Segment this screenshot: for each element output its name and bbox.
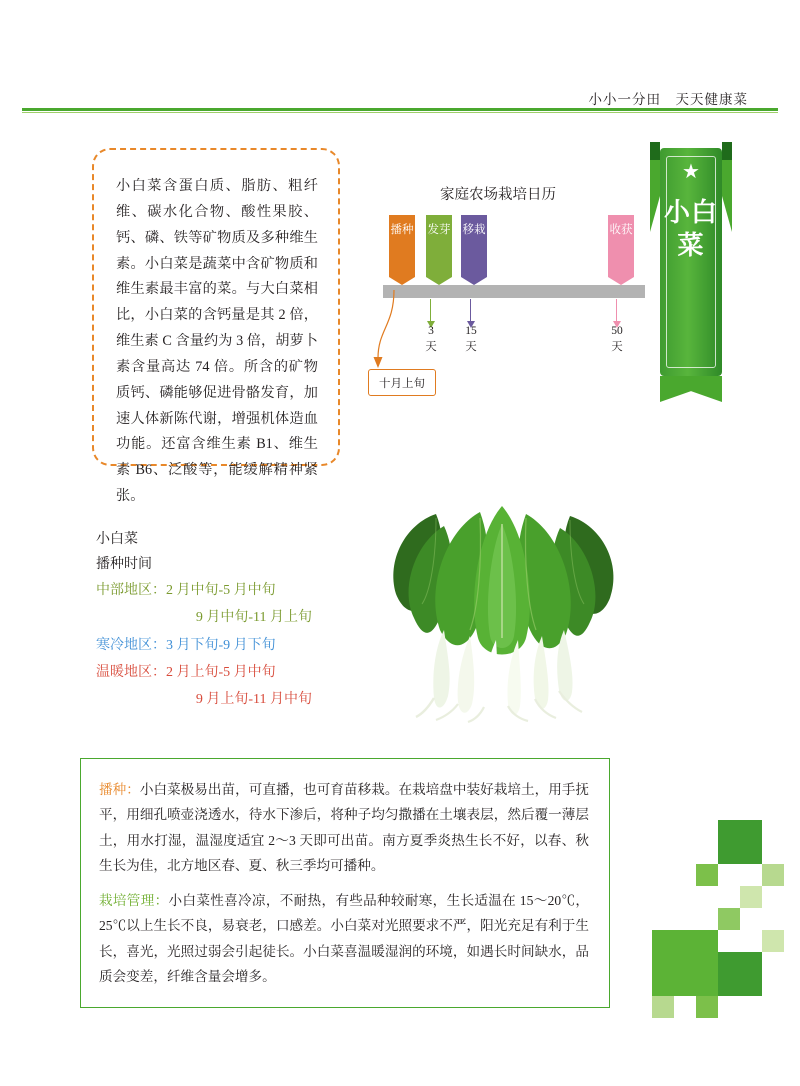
management-paragraph-text: 小白菜性喜冷凉，不耐热，有些品种较耐寒，生长适温在 15～20℃，25℃以上生长不良，易衰老，口感差。小白菜对光照要求不严，阳光充足有利于生长，喜光，光照过弱会引起徒长。小白菜喜温暖湿润的环境，如遇长时间缺水，品质会变差，纤维含量会增多。 <box>99 893 589 984</box>
tag-tail-icon <box>461 277 487 285</box>
arrow-down-germinate-icon <box>430 299 431 321</box>
decorative-square <box>718 820 762 864</box>
calendar-tag-germinate-label: 发芽 <box>427 224 451 236</box>
decorative-square <box>762 930 784 952</box>
decorative-square <box>652 930 718 996</box>
decorative-square <box>652 996 674 1018</box>
ribbon-tail-right <box>722 160 732 232</box>
cultivation-notes-box <box>80 758 610 1008</box>
sowing-paragraph-label: 播种： <box>99 782 140 797</box>
bok-choy-photo <box>378 498 626 728</box>
arrow-curved-sow-icon <box>360 270 430 380</box>
decorative-square <box>718 952 762 996</box>
calendar-title: 家庭农场栽培日历 <box>440 187 556 203</box>
sowing-range-warm-1: 2 月上旬-5 月中旬 <box>166 664 276 680</box>
sowing-range-central-2: 9 月中旬-11 月上旬 <box>195 610 312 626</box>
calendar-tag-transplant-label: 移栽 <box>462 224 486 236</box>
page-header-title: 小小一分田 天天健康菜 <box>588 92 748 107</box>
calendar-tag-germinate <box>426 215 452 277</box>
decorative-square <box>696 996 718 1018</box>
decorative-square <box>718 908 740 930</box>
management-paragraph <box>99 888 589 989</box>
calendar-day-transplant-unit: 天 <box>465 340 477 353</box>
nutrition-info-text: 小白菜含蛋白质、脂肪、粗纤维、碳水化合物、酸性果胶、钙、磷、铁等矿物质及多种维生素。小白菜是蔬菜中含矿物质和维生素最丰富的菜。与大白菜相比，小白菜的含钙量是其 2 倍，维生素 C 含量约为 3 倍，胡萝卜素含量高达 74 倍。所含的矿物质钙、磷能够促进骨骼发育，加速人体新陈代谢，增强机体造血功能。还富含维生素 B1、维生素 B6、泛酸等，能缓解精神紧张。 <box>116 178 318 505</box>
calendar-tag-sow-label: 播种 <box>390 224 414 236</box>
sowing-crop-name: 小白菜 <box>96 532 138 547</box>
calendar-tag-harvest-label: 收获 <box>609 224 633 236</box>
ribbon-shadow-left <box>650 142 660 160</box>
calendar-tag-transplant <box>461 215 487 277</box>
tag-tail-icon <box>608 277 634 285</box>
vegetable-name-ribbon <box>660 148 722 376</box>
sowing-paragraph <box>99 777 589 878</box>
star-icon: ★ <box>682 161 700 183</box>
sowing-region-warm: 温暖地区： <box>96 664 166 680</box>
sowing-row-warm-2 <box>96 686 326 713</box>
arrow-down-transplant-icon <box>470 299 471 321</box>
calendar-day-germinate-num: 3 <box>428 325 434 337</box>
sowing-time-list <box>96 528 326 713</box>
decorative-square <box>740 886 762 908</box>
ribbon-shadow-right <box>722 142 732 160</box>
sowing-range-warm-2: 9 月上旬-11 月中旬 <box>195 692 312 708</box>
ribbon-notch <box>660 376 722 402</box>
sowing-range-central-1: 2 月中旬-5 月中旬 <box>166 583 276 598</box>
calendar-tag-sow <box>389 215 415 277</box>
calendar-day-germinate-unit: 天 <box>425 340 437 353</box>
sowing-subtitle: 播种时间 <box>96 556 152 572</box>
calendar-day-harvest <box>603 324 631 355</box>
decorative-square <box>762 864 784 886</box>
sowing-paragraph-text: 小白菜极易出苗，可直播，也可育苗移栽。在栽培盘中装好栽培土，用手抚平，用细孔喷壶浇透水，待水下渗后，将种子均匀撒播在土壤表层，然后覆一薄层土，用水打湿，温湿度适宜 2～3 天即可出苗。南方夏季炎热生长不好，以春、秋生长为佳，北方地区春、夏、秋三季均可播种。 <box>99 782 590 873</box>
ribbon-tail-left <box>650 160 660 232</box>
decorative-square <box>696 864 718 886</box>
sowing-row-cold <box>96 632 326 659</box>
sowing-range-cold: 3 月下旬-9 月下旬 <box>166 637 276 653</box>
sowing-row-central-2 <box>96 604 326 631</box>
ribbon-title: 小白菜 <box>663 197 718 261</box>
calendar-tag-harvest <box>608 215 634 277</box>
calendar-day-harvest-unit: 天 <box>611 340 623 353</box>
calendar-day-harvest-num: 50 <box>611 325 623 337</box>
header-rule-secondary <box>22 112 778 113</box>
calendar-sow-note: 十月上旬 <box>368 369 436 396</box>
calendar-day-transplant-num: 15 <box>465 325 477 337</box>
sowing-row-central-1 <box>96 577 326 604</box>
sowing-row-warm-1 <box>96 659 326 686</box>
header-rule <box>22 108 778 111</box>
management-paragraph-label: 栽培管理： <box>99 893 169 909</box>
sowing-region-cold: 寒冷地区： <box>96 637 166 653</box>
arrow-down-harvest-icon <box>616 299 617 321</box>
nutrition-info-box <box>92 148 340 505</box>
sowing-region-central: 中部地区： <box>96 583 166 598</box>
calendar-day-transplant <box>457 324 485 355</box>
